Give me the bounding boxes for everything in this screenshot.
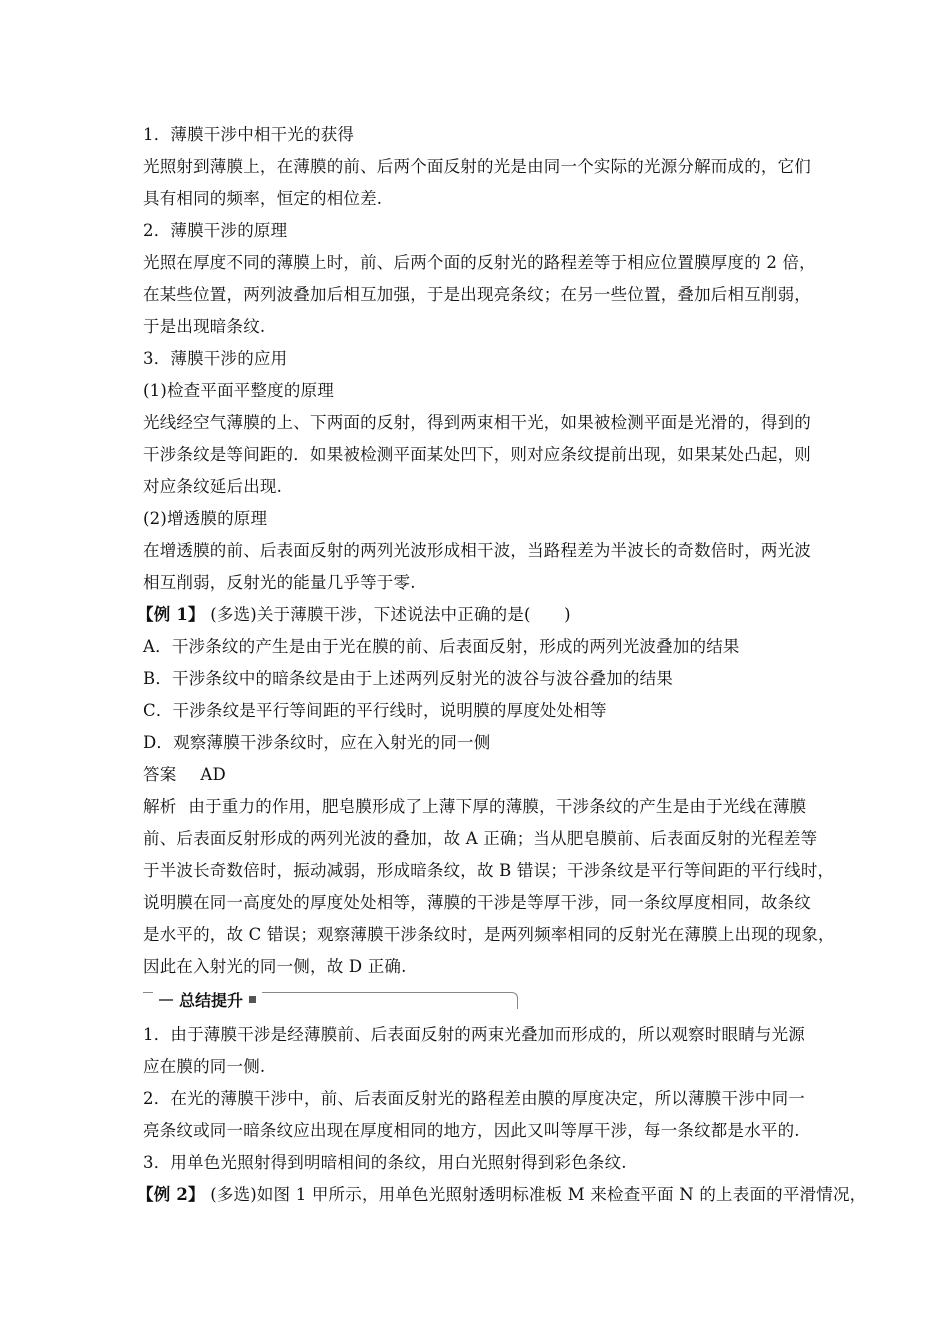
answer-label: 答案 xyxy=(143,765,177,784)
subsection-heading: (1)检查平面平整度的原理 xyxy=(143,381,334,400)
example-stem: (多选)如图 1 甲所示，用单色光照射透明标准板 M 来检查平面 N 的上表面的平滑情况， xyxy=(210,1185,867,1204)
analysis-label: 解析 xyxy=(143,797,177,816)
summary-line: 应在膜的同一侧. xyxy=(143,1057,266,1076)
summary-line: 1．由于薄膜干涉是经薄膜前、后表面反射的两束光叠加而形成的，所以观察时眼睛与光源 xyxy=(143,1025,805,1044)
example1-stem-line xyxy=(137,604,571,626)
analysis-line: 说明膜在同一高度处的厚度处处相等，薄膜的干涉是等厚干涉，同一条纹厚度相同，故条纹 xyxy=(143,893,811,912)
analysis-line xyxy=(143,796,806,818)
summary-title: 总结提升 xyxy=(179,991,244,1010)
paragraph-line: 光照在厚度不同的薄膜上时，前、后两个面的反射光的路程差等于相应位置膜厚度的 2 倍， xyxy=(143,253,816,272)
example-label: 【例 2】 xyxy=(137,1185,205,1204)
paragraph-line: 于是出现暗条纹. xyxy=(143,317,266,336)
analysis-line: 于半波长奇数倍时，振动减弱，形成暗条纹，故 B 错误；干涉条纹是平行等间距的平行线时， xyxy=(143,861,835,880)
summary-line: 3．用单色光照射得到明暗相间的条纹，用白光照射得到彩色条纹. xyxy=(143,1153,627,1172)
section1-heading: 1．薄膜干涉中相干光的获得 xyxy=(143,125,355,144)
subsection-heading: (2)增透膜的原理 xyxy=(143,509,268,528)
paragraph-line: 具有相同的频率，恒定的相位差. xyxy=(143,189,383,208)
section3-heading: 3．薄膜干涉的应用 xyxy=(143,349,288,368)
analysis-line: 前、后表面反射形成的两列光波的叠加，故 A 正确；当从肥皂膜前、后表面反射的光程差等 xyxy=(143,829,818,848)
paragraph-line: 干涉条纹是等间距的．如果被检测平面某处凹下，则对应条纹提前出现，如果某处凸起，则 xyxy=(143,445,811,464)
paragraph-line: 在增透膜的前、后表面反射的两列光波形成相干波，当路程差为半波长的奇数倍时，两光波 xyxy=(143,541,811,560)
summary-header xyxy=(143,990,518,1010)
section2-heading: 2．薄膜干涉的原理 xyxy=(143,221,288,240)
paragraph-line: 光线经空气薄膜的上、下两面的反射，得到两束相干光，如果被检测平面是光滑的，得到的 xyxy=(143,413,811,432)
example-label: 【例 1】 xyxy=(137,605,205,624)
option-c: C．干涉条纹是平行等间距的平行线时，说明膜的厚度处处相等 xyxy=(143,701,607,720)
paragraph-line: 对应条纹延后出现. xyxy=(143,477,283,496)
square-bullet-icon xyxy=(249,996,256,1003)
example2-stem-line xyxy=(137,1184,866,1206)
analysis-text: 由于重力的作用，肥皂膜形成了上薄下厚的薄膜，干涉条纹的产生是由于光线在薄膜 xyxy=(188,797,807,816)
answer-value: AD xyxy=(200,765,226,784)
option-a: A．干涉条纹的产生是由于光在膜的前、后表面反射，形成的两列光波叠加的结果 xyxy=(143,637,740,656)
analysis-line: 因此在入射光的同一侧，故 D 正确. xyxy=(143,957,407,976)
answer-line xyxy=(143,764,226,786)
analysis-line: 是水平的，故 C 错误；观察薄膜干涉条纹时，是两列频率相同的反射光在薄膜上出现的现象， xyxy=(143,925,835,944)
option-b: B．干涉条纹中的暗条纹是由于上述两列反射光的波谷与波谷叠加的结果 xyxy=(143,669,674,688)
summary-line: 2．在光的薄膜干涉中，前、后表面反射光的路程差由膜的厚度决定，所以薄膜干涉中同一 xyxy=(143,1089,805,1108)
paragraph-line: 在某些位置，两列波叠加后相互加强，于是出现亮条纹；在另一些位置，叠加后相互削弱， xyxy=(143,285,811,304)
paragraph-line: 相互削弱，反射光的能量几乎等于零. xyxy=(143,573,416,592)
dash-decoration xyxy=(159,999,173,1001)
option-d: D．观察薄膜干涉条纹时，应在入射光的同一侧 xyxy=(143,733,491,752)
paragraph-line: 光照射到薄膜上，在薄膜的前、后两个面反射的光是由同一个实际的光源分解而成的，它们 xyxy=(143,157,811,176)
example-stem: (多选)关于薄膜干涉，下述说法中正确的是( ) xyxy=(210,605,571,624)
summary-line: 亮条纹或同一暗条纹应出现在厚度相同的地方，因此又叫等厚干涉，每一条纹都是水平的. xyxy=(143,1121,800,1140)
